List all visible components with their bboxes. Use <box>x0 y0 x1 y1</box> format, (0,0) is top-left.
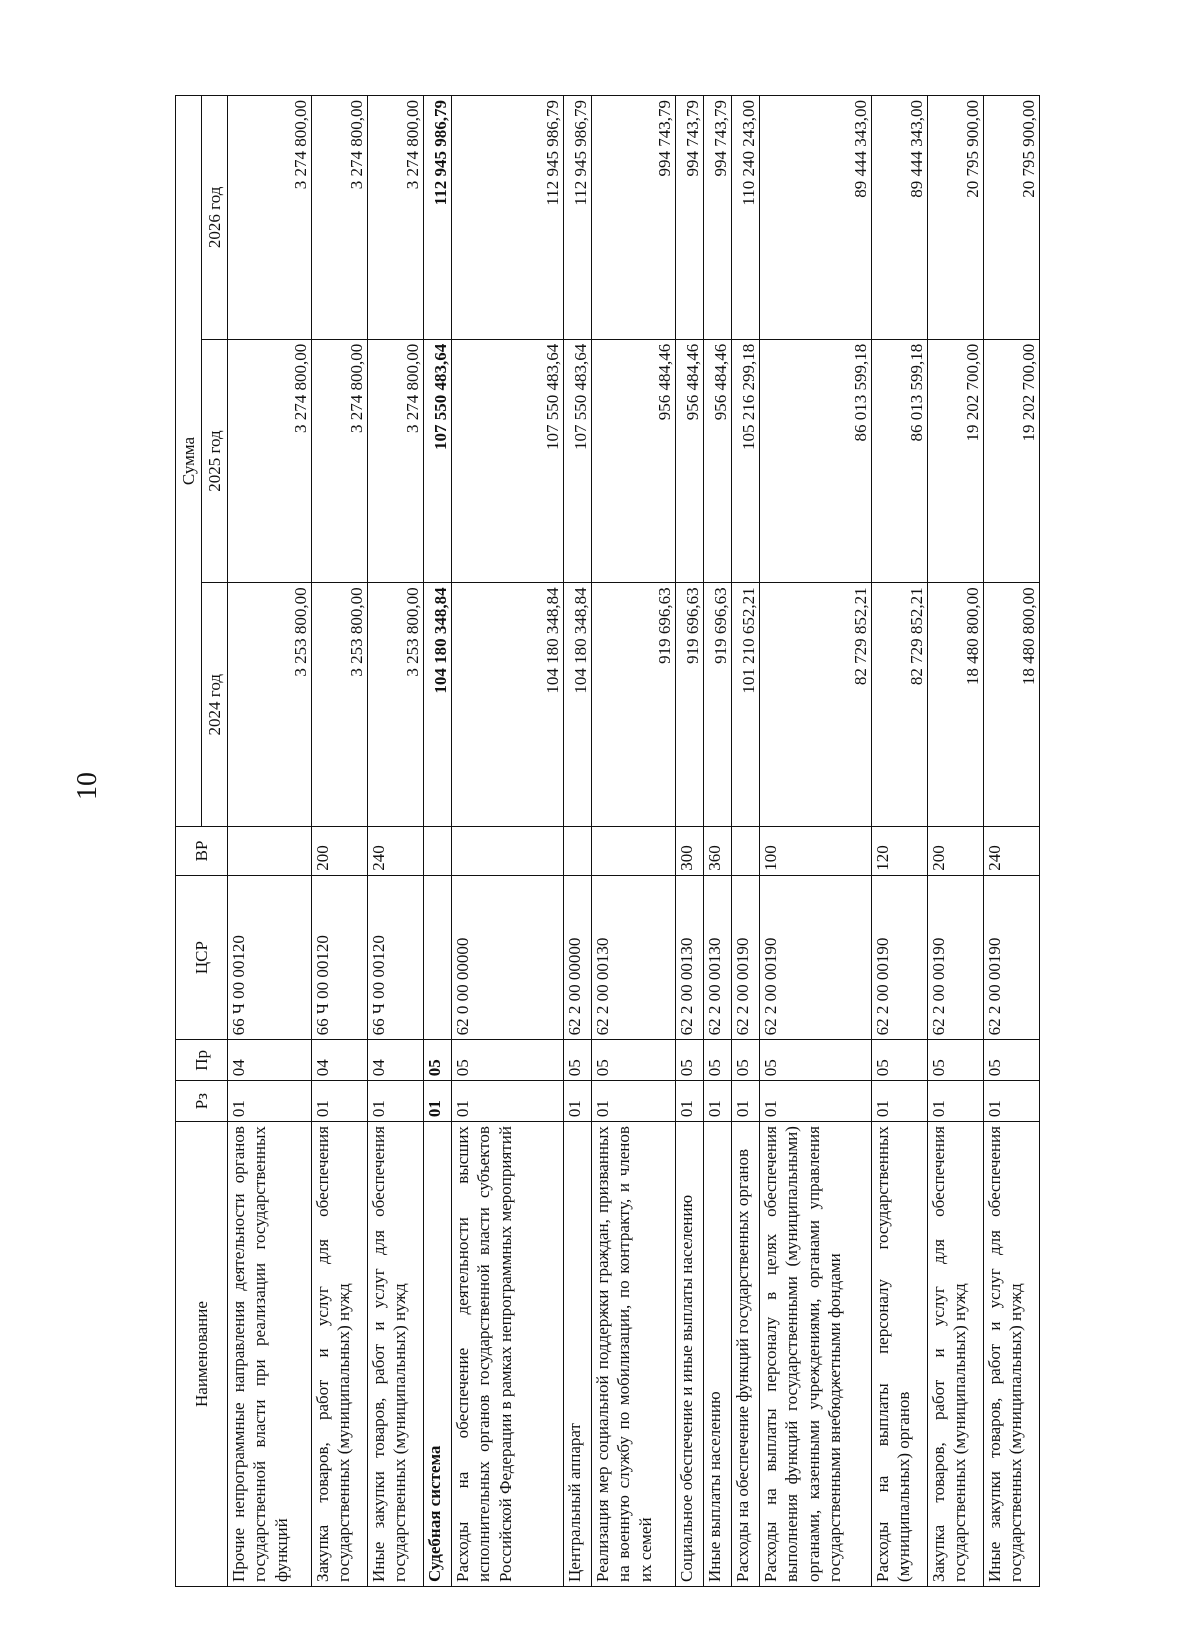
row-sum-2026: 89 444 343,00 <box>760 96 872 340</box>
row-sum-2025: 107 550 483,64 <box>452 339 564 583</box>
table-row <box>424 96 452 1587</box>
row-csr: 62 2 00 00190 <box>928 875 984 1040</box>
row-csr: 62 2 00 00190 <box>760 875 872 1040</box>
row-name: Иные выплаты населению <box>704 1122 732 1587</box>
row-rz: 01 <box>760 1081 872 1122</box>
row-pr: 05 <box>872 1040 928 1081</box>
table-row <box>368 96 424 1587</box>
row-rz: 01 <box>984 1081 1040 1122</box>
row-rz: 01 <box>368 1081 424 1122</box>
header-vr: ВР <box>176 827 228 876</box>
row-vr: 240 <box>368 827 424 876</box>
table-row <box>564 96 592 1587</box>
row-sum-2024: 3 253 800,00 <box>228 583 312 827</box>
row-name: Расходы на обеспечение функций государственных органов <box>732 1122 760 1587</box>
row-sum-2024: 82 729 852,21 <box>760 583 872 827</box>
row-sum-2026: 20 795 900,00 <box>984 96 1040 340</box>
row-rz: 01 <box>564 1081 592 1122</box>
row-sum-2025: 956 484,46 <box>592 339 676 583</box>
row-sum-2024: 82 729 852,21 <box>872 583 928 827</box>
table-row <box>732 96 760 1587</box>
header-2025: 2025 год <box>202 339 228 583</box>
row-vr: 300 <box>676 827 704 876</box>
header-name: Наименование <box>176 1122 228 1587</box>
table-row <box>592 96 676 1587</box>
row-csr: 62 0 00 00000 <box>452 875 564 1040</box>
row-pr: 05 <box>732 1040 760 1081</box>
row-sum-2026: 3 274 800,00 <box>312 96 368 340</box>
table-row <box>452 96 564 1587</box>
row-csr: 62 2 00 00000 <box>564 875 592 1040</box>
table-row <box>984 96 1040 1587</box>
table-row <box>928 96 984 1587</box>
header-rz: Рз <box>176 1081 228 1122</box>
header-2024: 2024 год <box>202 583 228 827</box>
row-vr <box>424 827 452 876</box>
row-name: Иные закупки товаров, работ и услуг для обеспечения государственных (муниципальных) нужд <box>984 1122 1040 1587</box>
row-sum-2026: 994 743,79 <box>592 96 676 340</box>
row-rz: 01 <box>872 1081 928 1122</box>
row-sum-2024: 18 480 800,00 <box>928 583 984 827</box>
row-sum-2026: 3 274 800,00 <box>228 96 312 340</box>
row-sum-2024: 919 696,63 <box>704 583 732 827</box>
row-vr: 240 <box>984 827 1040 876</box>
row-sum-2024: 3 253 800,00 <box>368 583 424 827</box>
row-pr: 04 <box>228 1040 312 1081</box>
row-sum-2024: 18 480 800,00 <box>984 583 1040 827</box>
row-sum-2025: 3 274 800,00 <box>228 339 312 583</box>
row-name: Закупка товаров, работ и услуг для обеспечения государственных (муниципальных) нужд <box>312 1122 368 1587</box>
row-name: Социальное обеспечение и иные выплаты населению <box>676 1122 704 1587</box>
row-sum-2026: 110 240 243,00 <box>732 96 760 340</box>
row-csr: 62 2 00 00130 <box>676 875 704 1040</box>
table-row <box>228 96 312 1587</box>
row-rz: 01 <box>424 1081 452 1122</box>
header-csr: ЦСР <box>176 875 228 1040</box>
row-rz: 01 <box>732 1081 760 1122</box>
row-rz: 01 <box>592 1081 676 1122</box>
header-pr: Пр <box>176 1040 228 1081</box>
budget-table-container <box>175 95 1040 1587</box>
header-2026: 2026 год <box>202 96 228 340</box>
table-row <box>760 96 872 1587</box>
row-sum-2026: 994 743,79 <box>704 96 732 340</box>
row-vr <box>592 827 676 876</box>
row-sum-2026: 112 945 986,79 <box>424 96 452 340</box>
header-sum: Сумма <box>176 96 202 827</box>
row-sum-2025: 19 202 700,00 <box>928 339 984 583</box>
row-vr: 120 <box>872 827 928 876</box>
row-name: Расходы на выплаты персоналу государственных (муниципальных) органов <box>872 1122 928 1587</box>
row-vr: 200 <box>928 827 984 876</box>
row-sum-2024: 101 210 652,21 <box>732 583 760 827</box>
table-body <box>228 96 1040 1587</box>
row-csr: 62 2 00 00190 <box>872 875 928 1040</box>
row-sum-2024: 919 696,63 <box>592 583 676 827</box>
row-vr: 200 <box>312 827 368 876</box>
row-csr: 66 Ч 00 00120 <box>312 875 368 1040</box>
table-row <box>704 96 732 1587</box>
row-sum-2024: 104 180 348,84 <box>424 583 452 827</box>
row-rz: 01 <box>704 1081 732 1122</box>
row-name: Закупка товаров, работ и услуг для обеспечения государственных (муниципальных) нужд <box>928 1122 984 1587</box>
row-rz: 01 <box>228 1081 312 1122</box>
row-vr: 360 <box>704 827 732 876</box>
row-sum-2026: 112 945 986,79 <box>452 96 564 340</box>
table-row <box>872 96 928 1587</box>
row-rz: 01 <box>928 1081 984 1122</box>
budget-table <box>175 95 1040 1587</box>
row-csr <box>424 875 452 1040</box>
row-sum-2026: 20 795 900,00 <box>928 96 984 340</box>
row-sum-2025: 86 013 599,18 <box>872 339 928 583</box>
row-name: Реализация мер социальной поддержки граждан, призванных на военную службу по мобилизации, по контракту, и членов их семей <box>592 1122 676 1587</box>
row-name: Иные закупки товаров, работ и услуг для обеспечения государственных (муниципальных) нужд <box>368 1122 424 1587</box>
page-number: 10 <box>72 772 103 800</box>
row-csr: 62 2 00 00190 <box>984 875 1040 1040</box>
row-sum-2025: 956 484,46 <box>676 339 704 583</box>
row-pr: 05 <box>592 1040 676 1081</box>
row-pr: 05 <box>704 1040 732 1081</box>
row-rz: 01 <box>676 1081 704 1122</box>
row-vr <box>732 827 760 876</box>
row-sum-2025: 107 550 483,64 <box>564 339 592 583</box>
row-pr: 05 <box>928 1040 984 1081</box>
row-csr: 62 2 00 00130 <box>592 875 676 1040</box>
row-sum-2026: 3 274 800,00 <box>368 96 424 340</box>
row-rz: 01 <box>452 1081 564 1122</box>
row-csr: 66 Ч 00 00120 <box>228 875 312 1040</box>
table-row <box>676 96 704 1587</box>
row-vr: 100 <box>760 827 872 876</box>
row-pr: 04 <box>312 1040 368 1081</box>
row-name: Судебная система <box>424 1122 452 1587</box>
row-pr: 05 <box>760 1040 872 1081</box>
row-rz: 01 <box>312 1081 368 1122</box>
row-sum-2025: 3 274 800,00 <box>312 339 368 583</box>
row-sum-2025: 956 484,46 <box>704 339 732 583</box>
row-sum-2024: 919 696,63 <box>676 583 704 827</box>
row-name: Расходы на обеспечение деятельности высших исполнительных органов государственной власти субъектов Российской Федерации в рамках непрограммных мероприятий <box>452 1122 564 1587</box>
row-vr <box>228 827 312 876</box>
row-sum-2026: 112 945 986,79 <box>564 96 592 340</box>
row-pr: 05 <box>984 1040 1040 1081</box>
row-name: Расходы на выплаты персоналу в целях обеспечения выполнения функций государственными (муниципальными) органами, казенными учреждениями, органами управления государственными внебюджетными фондами <box>760 1122 872 1587</box>
row-name: Центральный аппарат <box>564 1122 592 1587</box>
row-sum-2026: 89 444 343,00 <box>872 96 928 340</box>
row-pr: 04 <box>368 1040 424 1081</box>
row-vr <box>452 827 564 876</box>
row-name: Прочие непрограммные направления деятельности органов государственной власти при реализации государственных функций <box>228 1122 312 1587</box>
row-sum-2025: 105 216 299,18 <box>732 339 760 583</box>
row-pr: 05 <box>452 1040 564 1081</box>
row-sum-2025: 107 550 483,64 <box>424 339 452 583</box>
row-csr: 62 2 00 00130 <box>704 875 732 1040</box>
row-sum-2025: 19 202 700,00 <box>984 339 1040 583</box>
row-sum-2024: 104 180 348,84 <box>564 583 592 827</box>
row-csr: 66 Ч 00 00120 <box>368 875 424 1040</box>
row-sum-2025: 86 013 599,18 <box>760 339 872 583</box>
row-csr: 62 2 00 00190 <box>732 875 760 1040</box>
row-sum-2025: 3 274 800,00 <box>368 339 424 583</box>
row-pr: 05 <box>676 1040 704 1081</box>
row-sum-2024: 3 253 800,00 <box>312 583 368 827</box>
row-pr: 05 <box>424 1040 452 1081</box>
table-row <box>312 96 368 1587</box>
row-sum-2026: 994 743,79 <box>676 96 704 340</box>
row-vr <box>564 827 592 876</box>
row-sum-2024: 104 180 348,84 <box>452 583 564 827</box>
row-pr: 05 <box>564 1040 592 1081</box>
